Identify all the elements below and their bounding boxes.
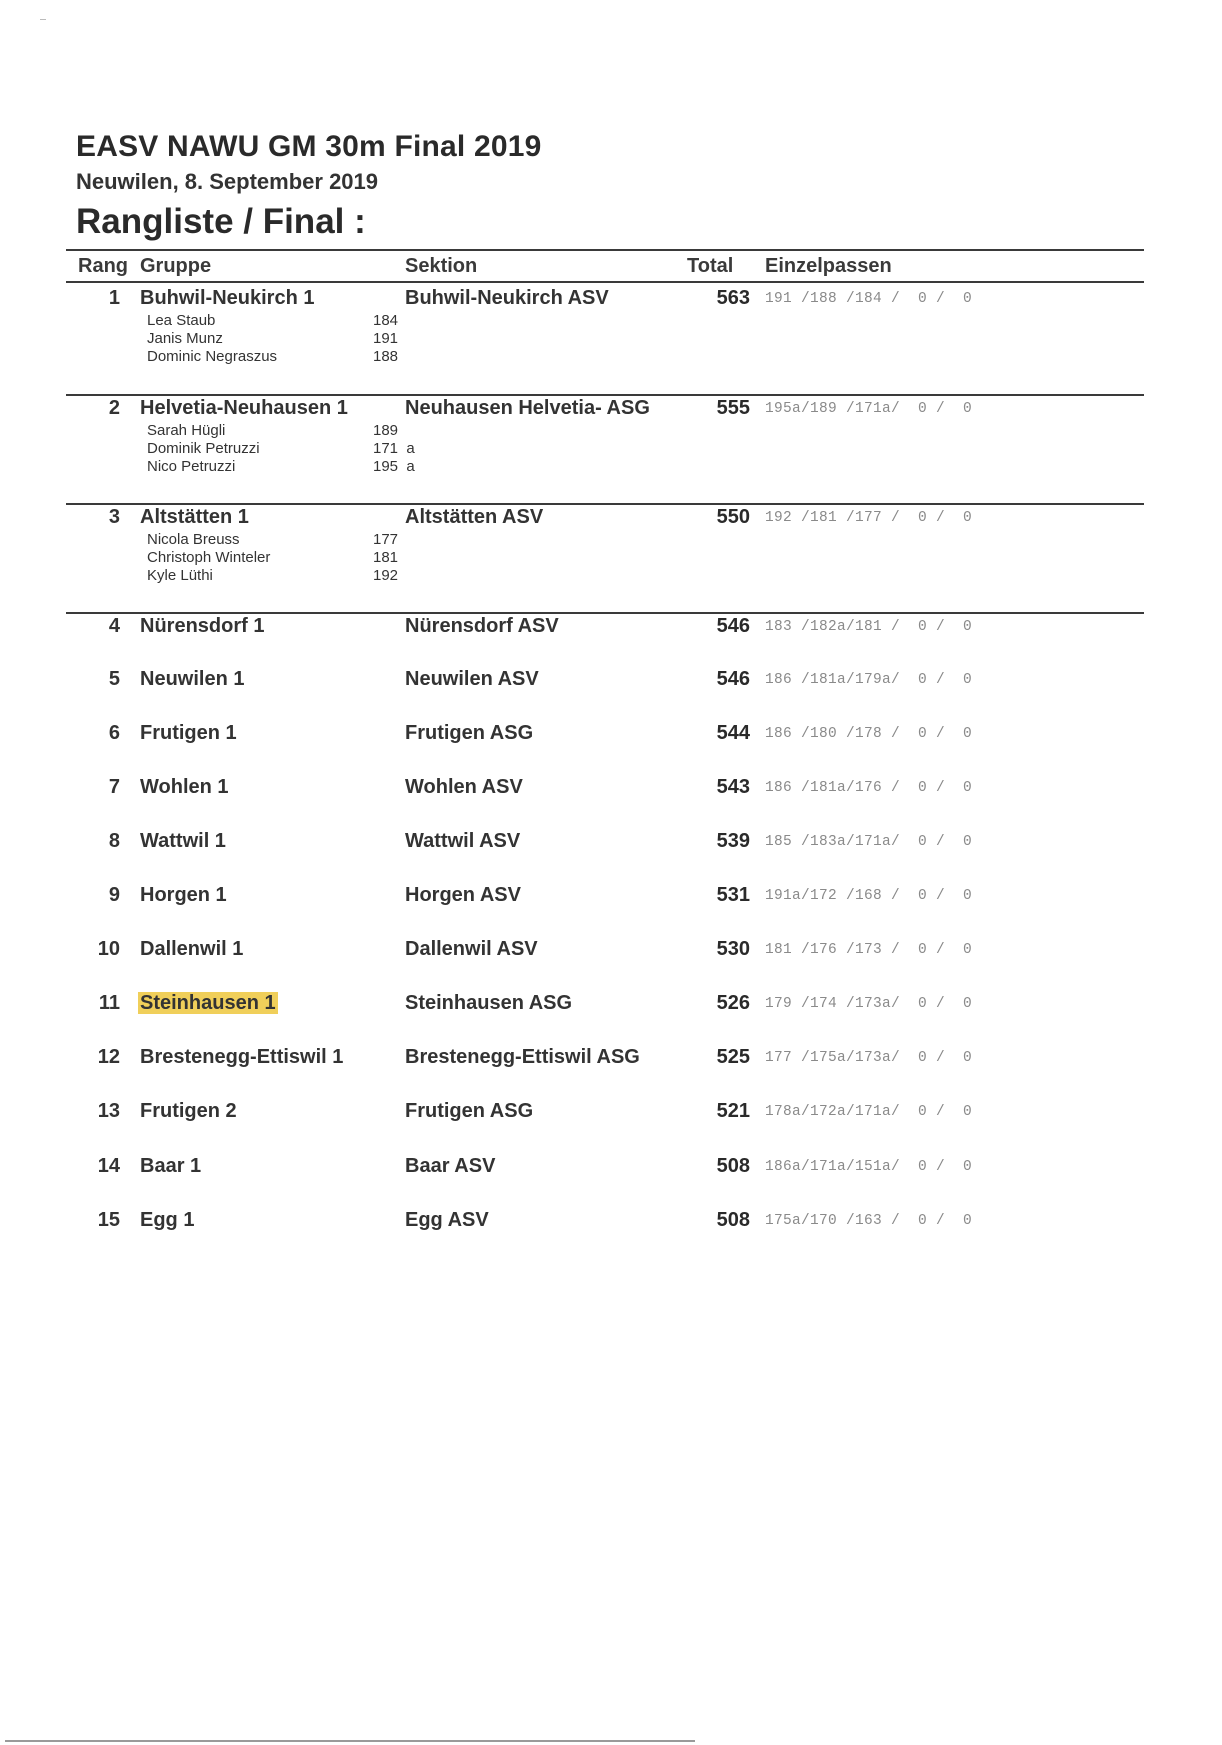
member-name: Kyle Lüthi — [147, 567, 213, 584]
group-name-text: Baar 1 — [140, 1155, 202, 1177]
member-name: Dominik Petruzzi — [147, 440, 260, 457]
section-name: Brestenegg-Ettiswil ASG — [405, 1046, 640, 1068]
total-score: 508 — [716, 1209, 750, 1231]
row-separator — [66, 503, 1144, 505]
document-title: EASV NAWU GM 30m Final 2019 — [76, 130, 542, 163]
group-name — [140, 1046, 343, 1069]
section-name: Horgen ASV — [405, 884, 521, 906]
total-score: 508 — [716, 1155, 750, 1177]
group-name — [140, 1155, 201, 1178]
individual-passes: 177 /175a/173a/ 0 / 0 — [765, 1050, 973, 1066]
section-name: Steinhausen ASG — [405, 992, 573, 1014]
member-score: 184 — [373, 312, 399, 329]
group-name — [140, 397, 348, 420]
group-name — [140, 615, 264, 638]
member-score: 195 a — [373, 458, 415, 475]
total-score: 546 — [716, 615, 750, 637]
individual-passes: 175a/170 /163 / 0 / 0 — [765, 1213, 973, 1229]
section-name: Baar ASV — [405, 1155, 496, 1177]
member-name: Dominic Negraszus — [147, 348, 278, 365]
total-score: 526 — [716, 992, 750, 1014]
group-name — [140, 884, 227, 907]
section-name: Egg ASV — [405, 1209, 489, 1231]
total-score: 531 — [716, 884, 750, 906]
individual-passes: 195a/189 /171a/ 0 / 0 — [765, 401, 973, 417]
member-score: 191 — [373, 330, 399, 347]
group-name-text: Neuwilen 1 — [140, 668, 245, 690]
rank: 5 — [108, 668, 120, 690]
member-score: 189 — [373, 422, 399, 439]
section-name: Frutigen ASG — [405, 722, 534, 744]
rank: 12 — [97, 1046, 120, 1068]
individual-passes: 186 /181a/179a/ 0 / 0 — [765, 672, 973, 688]
total-score: 539 — [716, 830, 750, 852]
highlighted-group-name: Steinhausen 1 — [140, 992, 276, 1014]
header-bottom-rule — [66, 281, 1144, 283]
rank: 8 — [108, 830, 120, 852]
row-separator — [66, 394, 1144, 396]
section-name: Dallenwil ASV — [405, 938, 538, 960]
member-name: Lea Staub — [147, 312, 216, 329]
header-einzelpassen: Einzelpassen — [765, 255, 892, 277]
individual-passes: 178a/172a/171a/ 0 / 0 — [765, 1104, 973, 1120]
member-score: 192 — [373, 567, 399, 584]
header-sektion: Sektion — [405, 255, 478, 277]
total-score: 521 — [716, 1100, 750, 1122]
member-name: Nico Petruzzi — [147, 458, 236, 475]
rank: 2 — [108, 397, 120, 419]
individual-passes: 191 /188 /184 / 0 / 0 — [765, 291, 973, 307]
section-name: Wohlen ASV — [405, 776, 523, 798]
header-top-rule — [66, 249, 1144, 251]
group-name-text: Frutigen 2 — [140, 1100, 237, 1122]
group-name-text: Egg 1 — [140, 1209, 195, 1231]
total-score: 563 — [716, 287, 750, 309]
individual-passes: 179 /174 /173a/ 0 / 0 — [765, 996, 973, 1012]
section-name: Neuwilen ASV — [405, 668, 539, 690]
ranking-heading: Rangliste / Final : — [76, 202, 366, 241]
individual-passes: 192 /181 /177 / 0 / 0 — [765, 510, 973, 526]
group-name — [140, 287, 314, 310]
individual-passes: 186 /180 /178 / 0 / 0 — [765, 726, 973, 742]
group-name — [140, 668, 244, 691]
individual-passes: 186a/171a/151a/ 0 / 0 — [765, 1159, 973, 1175]
group-name — [140, 992, 278, 1015]
rank: 11 — [98, 992, 120, 1014]
total-score: 546 — [716, 668, 750, 690]
group-name-text: Buhwil-Neukirch 1 — [140, 287, 315, 309]
rank: 10 — [97, 938, 120, 960]
group-name-text: Helvetia-Neuhausen 1 — [140, 397, 348, 419]
scan-mark — [40, 19, 46, 20]
rank: 15 — [97, 1209, 120, 1231]
document-subtitle: Neuwilen, 8. September 2019 — [76, 169, 379, 194]
header-rang: Rang — [78, 255, 128, 277]
section-name: Nürensdorf ASV — [405, 615, 559, 637]
total-score: 530 — [716, 938, 750, 960]
member-score: 181 — [373, 549, 399, 566]
rank: 13 — [97, 1100, 120, 1122]
individual-passes: 185 /183a/171a/ 0 / 0 — [765, 834, 973, 850]
member-score: 171 a — [373, 440, 415, 457]
section-name: Neuhausen Helvetia- ASG — [405, 397, 650, 419]
total-score: 555 — [716, 397, 750, 419]
total-score: 544 — [716, 722, 750, 744]
section-name: Wattwil ASV — [405, 830, 521, 852]
individual-passes: 191a/172 /168 / 0 / 0 — [765, 888, 973, 904]
group-name-text: Wattwil 1 — [140, 830, 226, 852]
page-bottom-rule — [5, 1740, 695, 1742]
total-score: 550 — [716, 506, 750, 528]
group-name — [140, 506, 249, 529]
section-name: Altstätten ASV — [405, 506, 544, 528]
member-score: 188 — [373, 348, 399, 365]
group-name-text: Wohlen 1 — [140, 776, 229, 798]
rank: 3 — [108, 506, 120, 528]
group-name — [140, 722, 237, 745]
section-name: Buhwil-Neukirch ASV — [405, 287, 609, 309]
group-name-text: Horgen 1 — [140, 884, 227, 906]
member-name: Sarah Hügli — [147, 422, 226, 439]
rank: 4 — [108, 615, 120, 637]
group-name — [140, 1209, 194, 1232]
total-score: 543 — [716, 776, 750, 798]
row-separator — [66, 612, 1144, 614]
individual-passes: 181 /176 /173 / 0 / 0 — [765, 942, 973, 958]
group-name — [140, 830, 226, 853]
group-name — [140, 1100, 237, 1123]
header-gruppe: Gruppe — [140, 255, 212, 277]
rank: 1 — [108, 287, 120, 309]
individual-passes: 186 /181a/176 / 0 / 0 — [765, 780, 973, 796]
member-name: Christoph Winteler — [147, 549, 271, 566]
member-name: Nicola Breuss — [147, 531, 240, 548]
group-name — [140, 776, 229, 799]
member-name: Janis Munz — [147, 330, 223, 347]
total-score: 525 — [716, 1046, 750, 1068]
rank: 14 — [97, 1155, 120, 1177]
group-name-text: Brestenegg-Ettiswil 1 — [140, 1046, 344, 1068]
rank: 9 — [108, 884, 120, 906]
individual-passes: 183 /182a/181 / 0 / 0 — [765, 619, 973, 635]
header-total: Total — [687, 255, 734, 277]
member-score: 177 — [373, 531, 399, 548]
section-name: Frutigen ASG — [405, 1100, 534, 1122]
group-name-text: Dallenwil 1 — [140, 938, 244, 960]
rank: 6 — [108, 722, 120, 744]
group-name-text: Nürensdorf 1 — [140, 615, 265, 637]
group-name-text: Altstätten 1 — [140, 506, 249, 528]
rank: 7 — [108, 776, 120, 798]
group-name-text: Frutigen 1 — [140, 722, 237, 744]
group-name — [140, 938, 243, 961]
